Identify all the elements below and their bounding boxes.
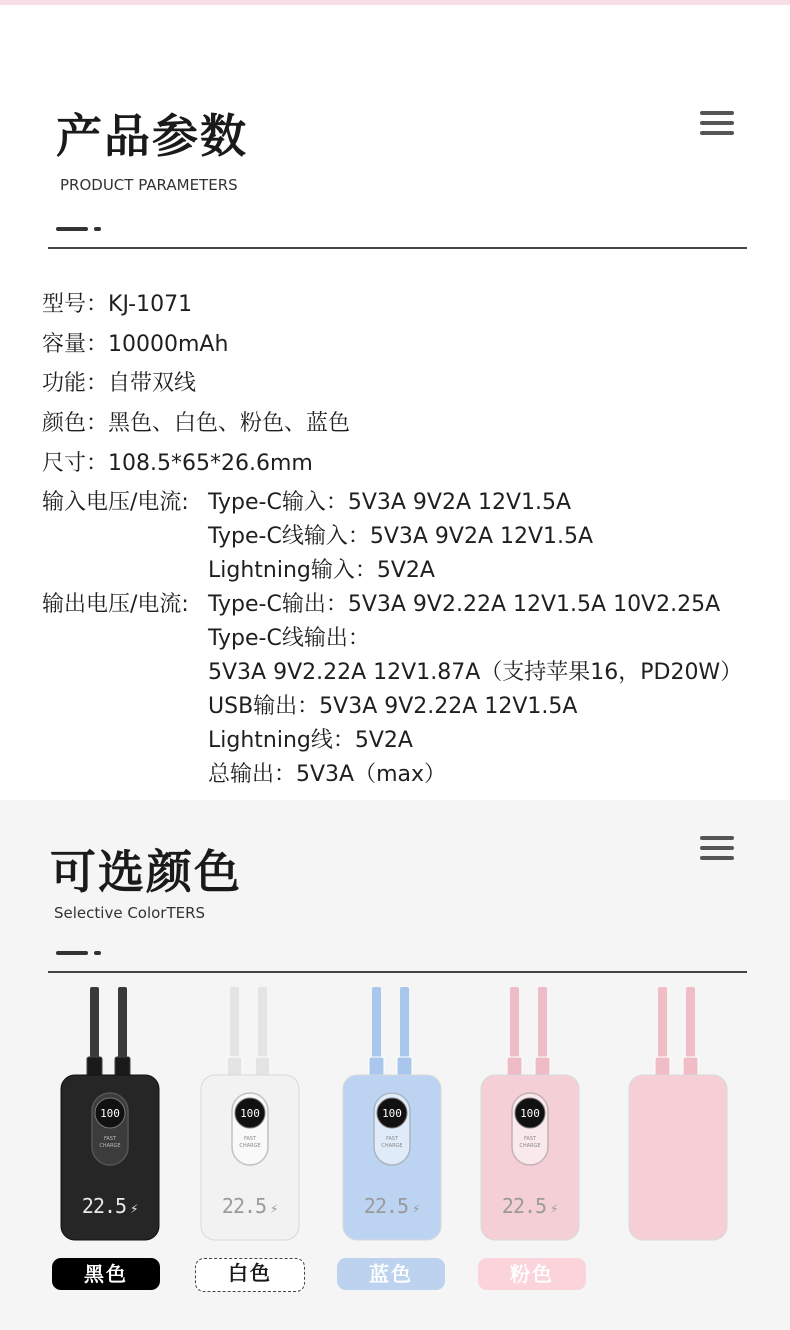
- input-label: 输入电压/电流:: [42, 490, 189, 515]
- fast-charge-label: FAST: [523, 1136, 537, 1142]
- color-badge-pink[interactable]: 粉色: [478, 1258, 586, 1290]
- spec-capacity: 容量：10000mAh: [42, 332, 229, 357]
- cable-connector: [115, 1057, 130, 1077]
- lightning-bolt-icon: ⚡: [550, 1202, 559, 1216]
- section-divider: [48, 247, 747, 249]
- fast-charge-label: FAST: [243, 1136, 257, 1142]
- colors-title: 可选颜色: [50, 845, 242, 899]
- spec-size: 尺寸：108.5*65*26.6mm: [42, 451, 313, 476]
- color-badge-white[interactable]: 白色: [195, 1258, 305, 1292]
- cable-connector: [535, 1057, 550, 1077]
- fast-charge-label: CHARGE: [519, 1143, 541, 1149]
- input-line: Type-C输入：5V3A 9V2A 12V1.5A: [208, 490, 572, 515]
- output-line: 总输出：5V3A（max）: [208, 762, 447, 787]
- cable-connector: [397, 1057, 412, 1077]
- lightning-bolt-icon: ⚡: [130, 1202, 139, 1216]
- wattage-label: 22.5: [221, 1194, 267, 1218]
- output-line: Type-C输出：5V3A 9V2.22A 12V1.5A 10V2.25A: [208, 592, 721, 617]
- cable-connector: [507, 1057, 522, 1077]
- lightning-bolt-icon: ⚡: [412, 1202, 421, 1216]
- cable-connector: [87, 1057, 102, 1077]
- display-readout: 100: [240, 1107, 260, 1120]
- output-line: 5V3A 9V2.22A 12V1.87A（支持苹果16，PD20W）: [208, 660, 743, 685]
- power-bank-image: [200, 985, 310, 1245]
- cable-connector: [369, 1057, 384, 1077]
- input-line: Lightning输入：5V2A: [208, 558, 435, 583]
- power-bank-image: [480, 985, 590, 1245]
- title-decoration: [56, 227, 102, 231]
- display-readout: 100: [520, 1107, 540, 1120]
- color-badge-black[interactable]: 黑色: [52, 1258, 160, 1290]
- output-line: Lightning线：5V2A: [208, 728, 413, 753]
- wattage-label: 22.5: [363, 1194, 409, 1218]
- menu-icon[interactable]: [700, 836, 734, 862]
- wattage-label: 22.5: [501, 1194, 547, 1218]
- lightning-bolt-icon: ⚡: [270, 1202, 279, 1216]
- spec-function: 功能：自带双线: [42, 371, 197, 396]
- spec-colors: 颜色：黑色、白色、粉色、蓝色: [42, 411, 351, 436]
- fast-charge-label: CHARGE: [239, 1143, 261, 1149]
- color-badge-blue[interactable]: 蓝色: [337, 1258, 445, 1290]
- power-bank-image: [628, 985, 738, 1245]
- display-readout: 100: [100, 1107, 120, 1120]
- parameters-title: 产品参数: [56, 109, 248, 163]
- display-readout: 100: [382, 1107, 402, 1120]
- fast-charge-label: FAST: [103, 1136, 117, 1142]
- colors-subtitle: Selective ColorTERS: [54, 904, 206, 922]
- fast-charge-label: CHARGE: [99, 1143, 121, 1149]
- output-label: 输出电压/电流:: [42, 592, 189, 617]
- fast-charge-label: CHARGE: [381, 1143, 403, 1149]
- cable-connector: [255, 1057, 270, 1077]
- power-bank-body: [629, 1075, 727, 1240]
- title-decoration: [56, 951, 102, 955]
- output-line: Type-C线输出：: [208, 626, 370, 651]
- output-line: USB输出：5V3A 9V2.22A 12V1.5A: [208, 694, 578, 719]
- menu-icon[interactable]: [700, 111, 734, 137]
- fast-charge-label: FAST: [385, 1136, 399, 1142]
- input-line: Type-C线输入：5V3A 9V2A 12V1.5A: [208, 524, 594, 549]
- cable-connector: [683, 1057, 698, 1077]
- power-bank-image: [60, 985, 170, 1245]
- cable-connector: [655, 1057, 670, 1077]
- wattage-label: 22.5: [81, 1194, 127, 1218]
- parameters-subtitle: PRODUCT PARAMETERS: [60, 176, 238, 194]
- section-divider: [48, 971, 747, 973]
- spec-model: 型号：KJ-1071: [42, 292, 193, 317]
- cable-connector: [227, 1057, 242, 1077]
- power-bank-image: [342, 985, 452, 1245]
